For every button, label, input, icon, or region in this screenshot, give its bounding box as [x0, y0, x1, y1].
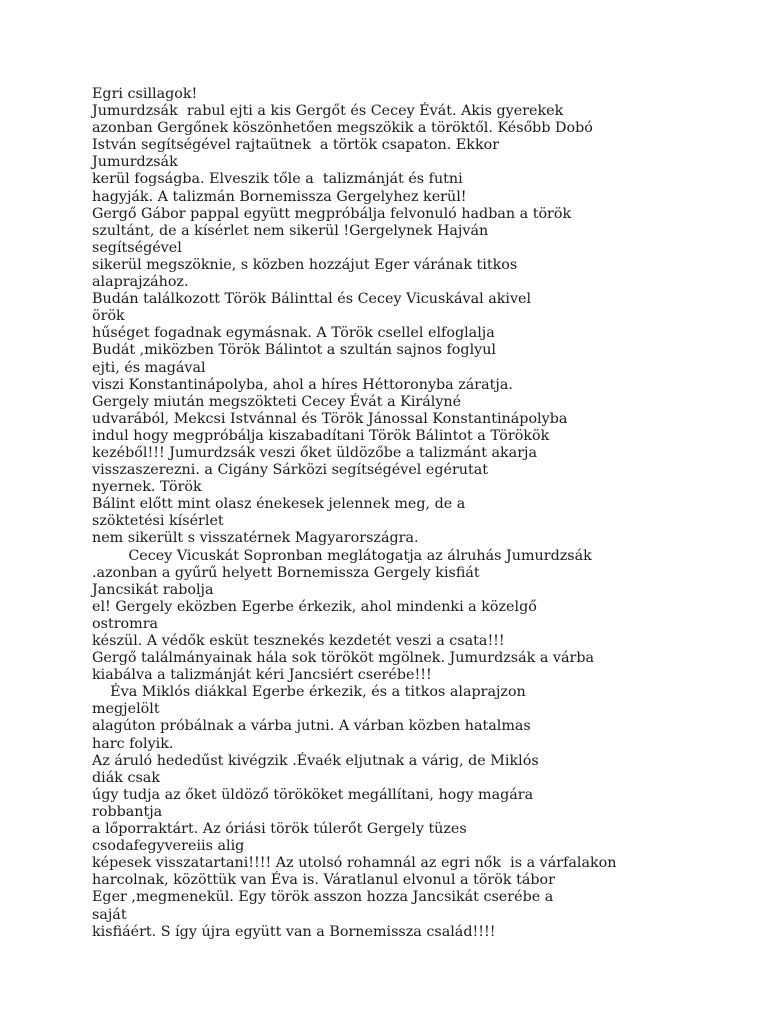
text-line: Jumurdzsák rabul ejti a kis Gergőt és Cecey Évát. Akis gyerekek	[92, 103, 564, 120]
text-line: ejti, és magával	[92, 359, 206, 376]
text-line: alaprajzához.	[92, 274, 189, 291]
text-line: kiabálva a talizmánját kéri Jancsiért cserébe!!!	[92, 667, 432, 684]
text-line: szöktetési kísérlet	[92, 513, 224, 530]
text-line: a lőporraktárt. Az óriási török túlerőt Gergely tüzes	[92, 821, 467, 838]
text-line: Budán találkozott Török Bálinttal és Cecey Vicuskával akivel	[92, 291, 532, 308]
text-line: hagyják. A talizmán Bornemissza Gergelyhez kerül!	[92, 188, 467, 205]
text-line: segítségével	[92, 239, 182, 256]
text-line: diák csak	[92, 769, 160, 786]
text-line: visszaszerezni. a Cigány Sárközi segítségével egérutat	[92, 462, 489, 479]
text-line: nem sikerült s visszatérnek Magyarországra.	[92, 530, 419, 547]
text-line: készül. A védők esküt tesznekés kezdetét veszi a csata!!!	[92, 633, 505, 649]
text-line: robbantja	[92, 803, 163, 820]
text-line: nyernek. Török	[92, 479, 202, 496]
text-line: Éva Miklós diákkal Egerbe érkezik, és a titkos alaprajzon	[92, 684, 526, 701]
text-line: Jumurdzsák	[92, 154, 178, 171]
text-line: harc folyik.	[92, 735, 174, 752]
text-line: kisfiáért. S így újra együtt van a Bornemissza család!!!!	[92, 923, 496, 940]
text-line: csodafegyvereiis alig	[92, 838, 245, 855]
text-line: viszi Konstantinápolyba, ahol a híres Héttoronyba záratja.	[92, 376, 513, 393]
text-line: Gergő Gábor pappal együtt megpróbálja felvonuló hadban a török	[92, 205, 572, 222]
text-line: udvarából, Mekcsi Istvánnal és Török Jánossal Konstantinápolyba	[92, 410, 568, 427]
text-line: úgy tudja az őket üldöző törököket megállítani, hogy magára	[92, 786, 534, 803]
text-line: képesek visszatartani!!!! Az utolsó rohamnál az egri nők is a várfalakon	[92, 855, 617, 872]
text-line: ostromra	[92, 615, 159, 632]
text-line: Cecey Vicuskát Sopronban meglátogatja az álruhás Jumurdzsák	[92, 547, 592, 564]
text-line: hűséget fogadnak egymásnak. A Török csellel elfoglalja	[92, 325, 495, 342]
text-line: .azonban a gyűrű helyett Bornemissza Gergely kisfiát	[92, 564, 480, 581]
document-body-text	[92, 86, 742, 941]
text-line: indul hogy megpróbálja kiszabadítani Török Bálintot a Törökök	[92, 427, 550, 444]
text-line: Egri csillagok!	[92, 86, 198, 102]
text-line: sikerül megszöknie, s közben hozzájut Eger várának titkos	[92, 256, 518, 273]
text-line: Jancsikát rabolja	[92, 581, 214, 598]
text-line: kezéből!!! Jumurdzsák veszi őket üldözőbe a talizmánt akarja	[92, 444, 537, 461]
text-line: harcolnak, közöttük van Éva is. Váratlanul elvonul a török tábor	[92, 872, 555, 889]
text-line: megjelölt	[92, 701, 160, 718]
text-line: Gergely miután megszökteti Cecey Évát a Királyné	[92, 393, 462, 410]
text-line: Bálint előtt mint olasz énekesek jelennek meg, de a	[92, 496, 466, 513]
text-line: el! Gergely eközben Egerbe érkezik, ahol mindenki a közelgő	[92, 598, 537, 615]
text-line: Budát ,miközben Török Bálintot a szultán sajnos foglyul	[92, 342, 496, 359]
text-line: örök	[92, 308, 125, 325]
text-line: István segítségével rajtaütnek a törtök csapaton. Ekkor	[92, 137, 500, 154]
text-line: azonban Gergőnek köszönhetően megszökik a töröktől. Később Dobó	[92, 120, 593, 137]
text-line: saját	[92, 906, 127, 923]
text-line: kerül fogságba. Elveszik tőle a talizmánját és futni	[92, 171, 463, 188]
text-line: Az áruló hededűst kivégzik .Évaék eljutnak a várig, de Miklós	[92, 752, 539, 769]
text-line: szultánt, de a kísérlet nem sikerül !Gergelynek Hajván	[92, 222, 489, 239]
text-line: Gergő találmányainak hála sok törököt mgölnek. Jumurdzsák a várba	[92, 650, 595, 667]
text-line: alagúton próbálnak a várba jutni. A várban közben hatalmas	[92, 718, 531, 735]
text-line: Eger ,megmenekül. Egy török asszon hozza Jancsikát cserébe a	[92, 889, 554, 906]
